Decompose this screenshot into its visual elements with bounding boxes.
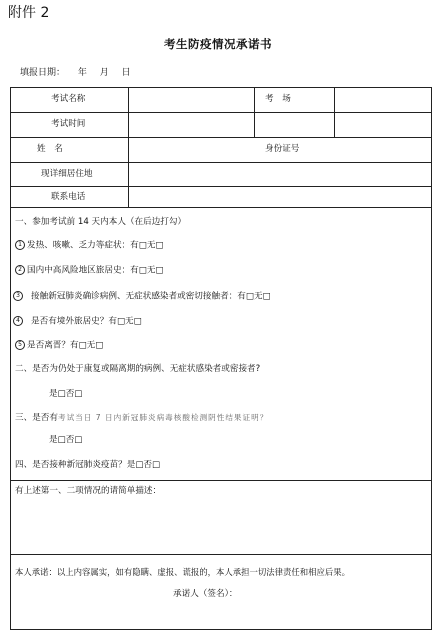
address-field[interactable] — [129, 164, 429, 185]
question-5[interactable] — [15, 340, 103, 352]
number-1-icon: 1 — [15, 240, 25, 250]
section2-heading: 二、是否为仍处于康复或隔离期的病例、无症状感染者或密接者? — [15, 364, 261, 374]
phone-label: 联系电话 — [51, 192, 86, 202]
section3-answer[interactable]: 是□否□ — [49, 435, 83, 445]
signature-field[interactable] — [251, 586, 421, 604]
question-1-text: 发热、咳嗽、乏力等症状：有□无□ — [27, 240, 164, 251]
fill-date-label: 填报日期： — [20, 68, 66, 78]
exam-time-label: 考试时间 — [51, 119, 86, 129]
question-2[interactable] — [15, 265, 164, 277]
exam-name-label: 考试名称 — [51, 94, 86, 104]
section1-heading: 一、参加考试前 14 天内本人（在后边打勾） — [15, 217, 187, 227]
question-5-text: 是否离晋？有□无□ — [27, 340, 104, 351]
id-card-field[interactable] — [335, 139, 429, 161]
form-title: 考生防疫情况承诺书 — [164, 37, 272, 51]
address-label: 现详细居住地 — [41, 169, 93, 179]
exam-site-field[interactable] — [335, 89, 429, 111]
row-divider — [11, 112, 431, 113]
description-label: 有上述第一、二项情况的请简单描述： — [15, 486, 162, 496]
fill-date-year: 年 — [77, 68, 87, 78]
section3-prefix: 三、是否有 — [15, 413, 58, 423]
section3-light-text: 考试当日 7 日内新冠肺炎病毒核酸检测阴性结果证明？ — [57, 413, 269, 422]
commitment-section — [10, 554, 432, 630]
question-3[interactable] — [13, 291, 271, 303]
questions-section — [10, 207, 432, 481]
exam-time-field[interactable] — [129, 114, 253, 136]
signature-label: 承诺人（签名）： — [173, 589, 238, 599]
question-1[interactable] — [15, 240, 164, 252]
col-divider-2 — [254, 88, 255, 138]
question-3-text: 接触新冠肺炎确诊病例、无症状感染者或密切接触者：有□无□ — [31, 291, 271, 302]
id-card-label: 身份证号 — [265, 144, 300, 154]
row-divider — [11, 162, 431, 163]
commitment-text: 本人承诺：以上内容属实，如有隐瞒、虚报、谎报的，本人承担一切法律责任和相应后果。 — [15, 567, 350, 577]
number-3-icon: 3 — [13, 291, 23, 301]
exam-name-field[interactable] — [129, 89, 253, 111]
phone-field[interactable] — [129, 188, 429, 206]
number-2-icon: 2 — [15, 265, 25, 275]
name-label: 姓 名 — [37, 144, 63, 154]
description-field[interactable] — [13, 500, 427, 550]
section3-heading — [15, 412, 268, 424]
section2-answer[interactable]: 是□否□ — [49, 389, 83, 399]
section4-heading[interactable]: 四、是否接种新冠肺炎疫苗？是□否□ — [15, 460, 161, 470]
fill-date-month: 月 — [99, 68, 109, 78]
exam-site-label: 考 场 — [265, 94, 291, 104]
fill-date-row — [20, 65, 141, 78]
info-table — [10, 87, 432, 208]
question-4-text: 是否有境外旅居史？有□无□ — [31, 316, 142, 327]
question-4[interactable] — [13, 316, 142, 328]
number-5-icon: 5 — [15, 340, 25, 350]
name-field[interactable] — [129, 139, 253, 161]
description-section — [10, 480, 432, 555]
row-divider — [11, 186, 431, 187]
question-2-text: 国内中高风险地区旅居史：有□无□ — [27, 265, 164, 276]
number-4-icon: 4 — [13, 316, 23, 326]
row-divider — [11, 137, 431, 138]
fill-date-day: 日 — [121, 68, 131, 78]
attachment-label: 附件 2 — [8, 5, 50, 21]
